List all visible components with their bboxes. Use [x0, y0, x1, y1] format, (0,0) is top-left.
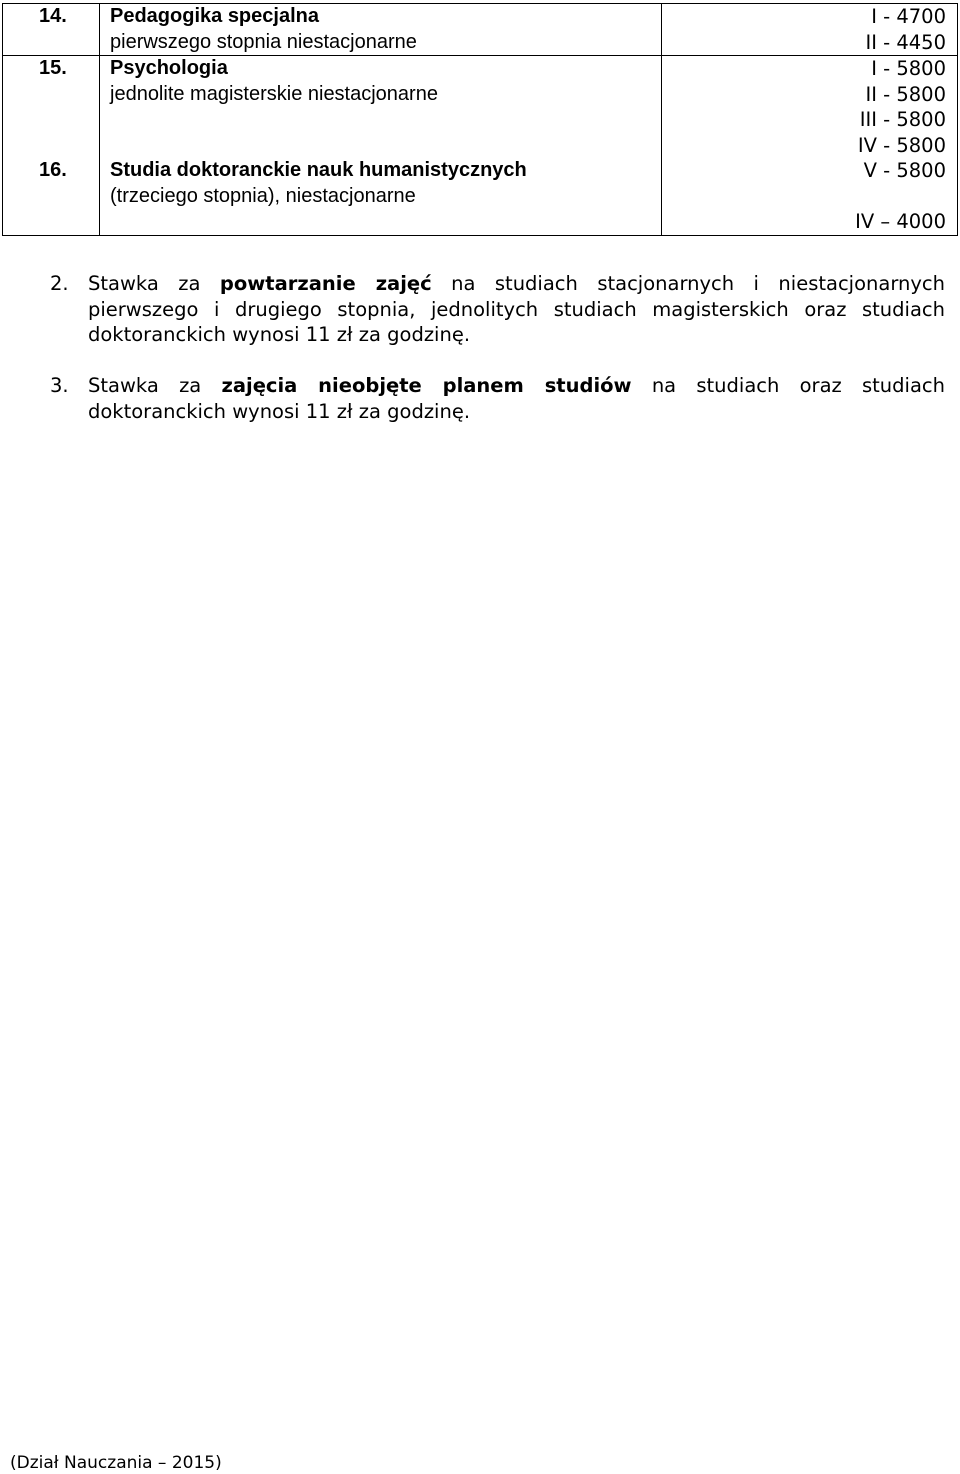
table-row: [3, 56, 958, 236]
rate-cell: [662, 4, 958, 56]
paragraph-text: na studiach stacjonarnych i niestacjonarnych pierwszego i drugiego stopnia, jednolitych studiach magisterskich oraz studiach doktoranckich wynosi 11 zł za godzinę.: [88, 272, 945, 346]
paragraph-3: [50, 373, 945, 424]
paragraph-emphasis: powtarzanie zajęć: [219, 272, 432, 295]
rate-value: V - 5800: [863, 159, 946, 182]
paragraph-text: Stawka za: [88, 374, 222, 397]
paragraph-text: na studiach oraz studiach doktoranckich wynosi 11 zł za godzinę.: [88, 374, 945, 423]
program-name: Studia doktoranckie nauk humanistycznych: [110, 159, 527, 181]
row-number: 16.: [39, 159, 67, 181]
rate-value: IV - 5800: [857, 133, 946, 157]
paragraph-body: [50, 271, 945, 348]
fees-table: [2, 3, 958, 236]
paragraph-body: [50, 373, 945, 424]
paragraph-marker: 2.: [50, 272, 69, 295]
rate-value: II - 4450: [865, 30, 946, 54]
paragraph-2: [50, 271, 945, 348]
rate-value: II - 5800: [865, 82, 946, 106]
rate-value: I - 5800: [871, 57, 946, 80]
table-row: [3, 4, 958, 56]
row-number-cell: [3, 56, 100, 236]
row-number: 14.: [39, 5, 67, 27]
program-description: jednolite magisterskie niestacjonarne: [110, 82, 438, 105]
rate-value: I - 4700: [871, 5, 946, 28]
rate-value: III - 5800: [859, 108, 946, 131]
program-description: (trzeciego stopnia), niestacjonarne: [110, 184, 416, 207]
program-cell: [100, 4, 662, 56]
row-number: 15.: [39, 57, 67, 79]
footer-note: (Dział Nauczania – 2015): [10, 1453, 222, 1473]
rate-cell: [662, 56, 958, 236]
row-number-cell: [3, 4, 100, 56]
paragraph-marker: 3.: [50, 374, 69, 397]
program-description: pierwszego stopnia niestacjonarne: [110, 30, 417, 53]
program-cell: [100, 56, 662, 236]
rate-value: IV – 4000: [855, 210, 946, 233]
program-name: Pedagogika specjalna: [110, 5, 319, 27]
program-name: Psychologia: [110, 57, 228, 79]
paragraph-emphasis: zajęcia nieobjęte planem studiów: [221, 374, 632, 397]
paragraph-text: Stawka za: [88, 272, 220, 295]
